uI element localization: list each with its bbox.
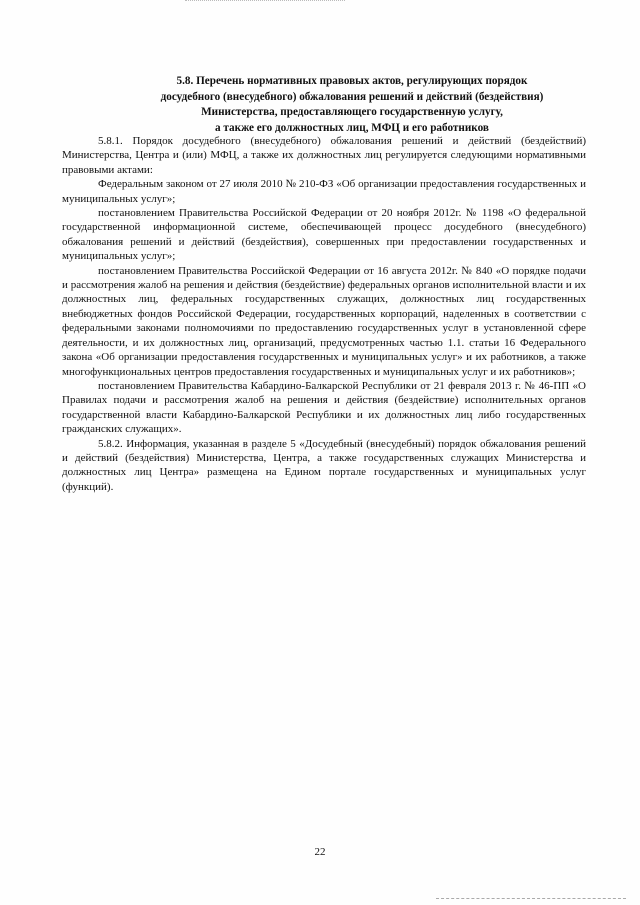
section-body (62, 134, 586, 494)
heading-line: Министерства, предоставляющего государственную услугу, (201, 106, 503, 118)
scan-artifact-bottom (436, 898, 626, 901)
paragraph-federal-law: Федеральным законом от 27 июля 2010 № 210-ФЗ «Об организации предоставления государственных и муниципальных услуг»; (62, 178, 586, 205)
paragraph-5-8-2: 5.8.2. Информация, указанная в разделе 5 «Досудебный (внесудебный) порядок обжалования решений и действий (бездействия) Министерства, Центра, а также государственных служащих Министерства и должностных лиц Центра» размещена на Едином портале государственных и муниципальных услуг (функций). (62, 437, 586, 493)
section-heading (92, 74, 612, 136)
scan-artifact-top (185, 0, 345, 3)
page-number: 22 (314, 846, 326, 858)
paragraph-resolution-840: постановлением Правительства Российской Федерации от 16 августа 2012г. № 840 «О порядке подачи и рассмотрения жалоб на решения и действия (бездействие) федеральных органов исполнительной власти и их должностных лиц, федеральных государственных служащих, должностных лиц государственных внебюджетных фондов Российской Федерации, государственных корпораций, наделенных в соответствии с федеральными законами полномочиями по предоставлению государственных услуг в установленной сфере деятельности, и их должностных лиц, организаций, предусмотренных частью 1.1. статьи 16 Федерального закона «Об организации предоставления государственных и муниципальных услуг» и их работников, а также многофункциональных центров предоставления государственных и муниципальных услуг и их работников»; (62, 264, 586, 378)
heading-line: досудебного (внесудебного) обжалования решений и действий (бездействия) (160, 90, 544, 103)
heading-line: а также его должностных лиц, МФЦ и его работников (215, 121, 489, 134)
paragraph-resolution-46pp: постановлением Правительства Кабардино-Балкарской Республики от 21 февраля 2013 г. № 46-ПП «О Правилах подачи и рассмотрения жалоб на решения и действия (бездействие) исполнительных органов государственной власти Кабардино-Балкарской Республики и их должностных лиц либо государственных гражданских служащих». (62, 379, 586, 436)
paragraph-5-8-1: 5.8.1. Порядок досудебного (внесудебного) обжалования решений и действий (бездействий) Министерства, Центра и (или) МФЦ, а также их должностных лиц регулируется следующими нормативными правовыми актами: (62, 135, 586, 176)
paragraph-resolution-1198: постановлением Правительства Российской Федерации от 20 ноября 2012г. № 1198 «О федеральной государственной информационной системе, обеспечивающей процесс досудебного (внесудебного) обжалования решений и действий (бездействия), совершенных при предоставлении государственных и муниципальных услуг»; (62, 207, 586, 263)
heading-line: 5.8. Перечень нормативных правовых актов, регулирующих порядок (176, 75, 528, 87)
